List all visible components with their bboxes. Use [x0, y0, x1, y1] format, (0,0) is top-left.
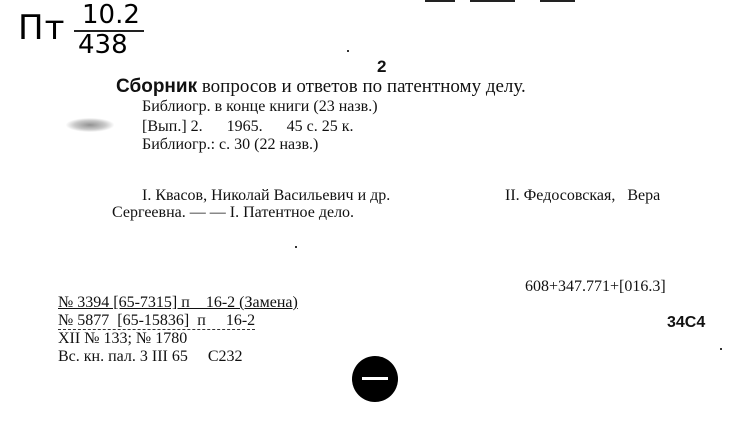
issue-line: [Вып.] 2. 1965. 45 с. 25 к. [142, 118, 354, 135]
book-title-bold: Сборник [116, 76, 198, 97]
ref-line-2-text: № 5877 [65-15836] п 16-2 [58, 312, 256, 329]
handwritten-numerator: 10.2 [82, 0, 140, 30]
udc-index: 608+347.771+[016.3] [525, 278, 666, 295]
bibliography-note-2: Библиогр.: с. 30 (22 назв.) [142, 136, 319, 153]
stamp-smudge [66, 118, 114, 132]
top-edge-mark [470, 0, 515, 2]
handwritten-denominator: 438 [78, 30, 128, 60]
punch-hole [352, 356, 398, 402]
card-number: 2 [377, 57, 387, 76]
book-title-rest: вопросов и ответов по патентному делу. [201, 76, 526, 97]
authors-right: II. Федосовская, Вера [505, 187, 661, 204]
speck [295, 246, 297, 248]
authors-left: I. Квасов, Николай Васильевич и др. [142, 187, 391, 204]
bibliography-note-1: Библиогр. в конце книги (23 назв.) [142, 98, 378, 115]
top-edge-mark [540, 0, 575, 2]
book-title [116, 76, 526, 98]
ref-line-1 [58, 294, 298, 312]
speck [347, 50, 349, 52]
ref-line-4: Вс. кн. пал. 3 III 65 С232 [58, 348, 243, 365]
ref-line-1-text: № 3394 [65-7315] п 16-2 (Замена) [58, 294, 298, 311]
handwritten-prefix: Пт [18, 8, 66, 48]
ref-line-3: XII № 133; № 1780 [58, 330, 188, 347]
ref-line-2 [58, 312, 255, 330]
authors-line-2: Сергеевна. — — I. Патентное дело. [112, 204, 355, 221]
price-code: 34С4 [667, 314, 706, 331]
top-edge-mark [425, 0, 455, 2]
speck [720, 348, 722, 350]
